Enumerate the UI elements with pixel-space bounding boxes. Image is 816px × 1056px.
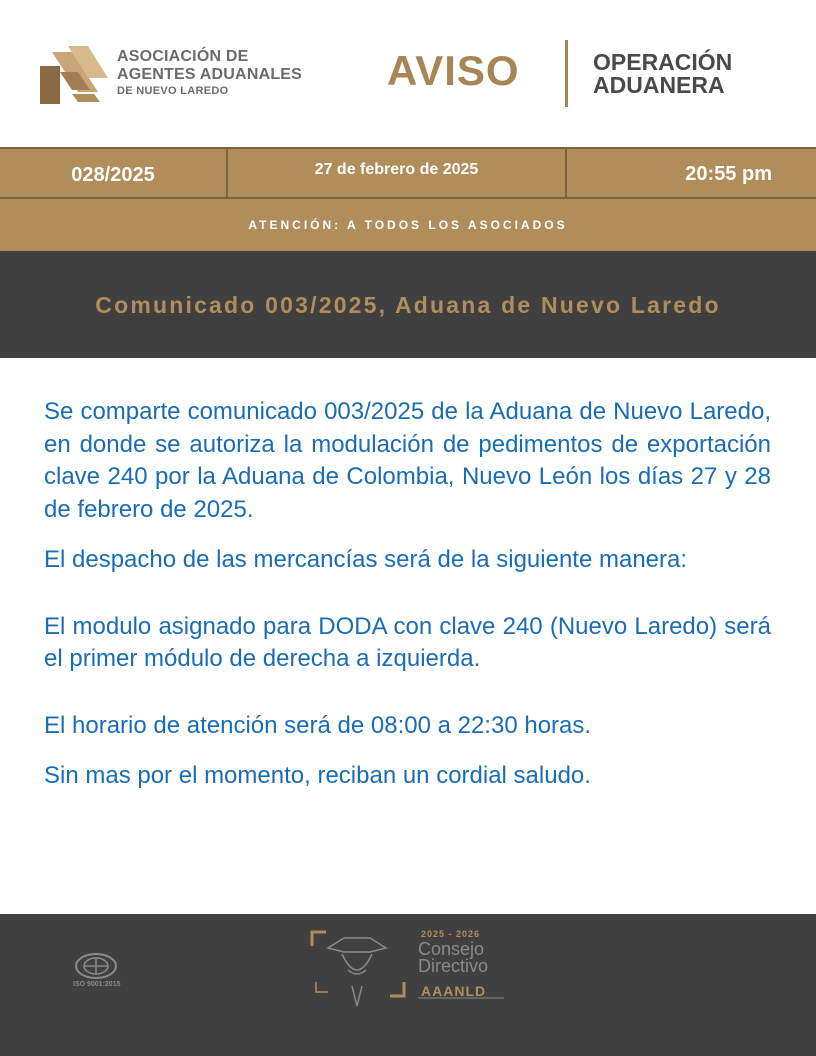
body-paragraph-1: Se comparte comunicado 003/2025 de la Aduana de Nuevo Laredo, en donde se autoriza la modulación de pedimentos de exportación clave 240 por la Aduana de Colombia, Nuevo León los días 27 y 28 de febrero de 2025.: [44, 398, 771, 523]
iso-certification-icon: [74, 952, 118, 980]
notice-body: [44, 396, 771, 793]
notice-number: 028/2025: [71, 163, 155, 186]
header-divider: [565, 40, 568, 107]
org-name-line2: AGENTES ADUANALES: [117, 66, 303, 83]
iso-label: ISO 9001:2015: [73, 981, 121, 988]
attention-bar: ATENCIÓN: A TODOS LOS ASOCIADOS: [0, 199, 816, 251]
operation-title-line2: ADUANERA: [593, 72, 725, 98]
body-paragraph-3: El modulo asignado para DODA con clave 240 (Nuevo Laredo) será el primer módulo de derecha a izquierda.: [44, 612, 771, 672]
org-name-line1: ASOCIACIÓN DE: [117, 48, 249, 65]
organization-name: [117, 48, 302, 98]
header: [0, 0, 816, 147]
council-years: 2025 - 2026: [421, 929, 481, 939]
body-paragraph-5: Sin mas por el momento, reciban un cordial saludo.: [44, 762, 591, 789]
notice-time: 20:55 pm: [685, 162, 772, 185]
council-abbreviation: AAANLD: [421, 983, 487, 999]
body-paragraph-2: El despacho de las mercancías será de la siguiente manera:: [44, 546, 688, 573]
council-name-line2: Directivo: [418, 956, 489, 976]
notice-title: Comunicado 003/2025, Aduana de Nuevo Laredo: [95, 292, 721, 318]
council-name-line1: Consejo: [418, 939, 485, 959]
association-logo-icon: [38, 44, 108, 104]
notice-date: 27 de febrero de 2025: [226, 149, 567, 197]
org-name-line3: DE NUEVO LAREDO: [117, 85, 229, 97]
operation-title: [593, 50, 732, 96]
body-paragraph-4: El horario de atención será de 08:00 a 22:30 horas.: [44, 711, 592, 739]
operation-title-line1: OPERACIÓN: [593, 49, 733, 75]
aviso-heading: AVISO: [387, 47, 520, 94]
info-bar: [0, 147, 816, 199]
